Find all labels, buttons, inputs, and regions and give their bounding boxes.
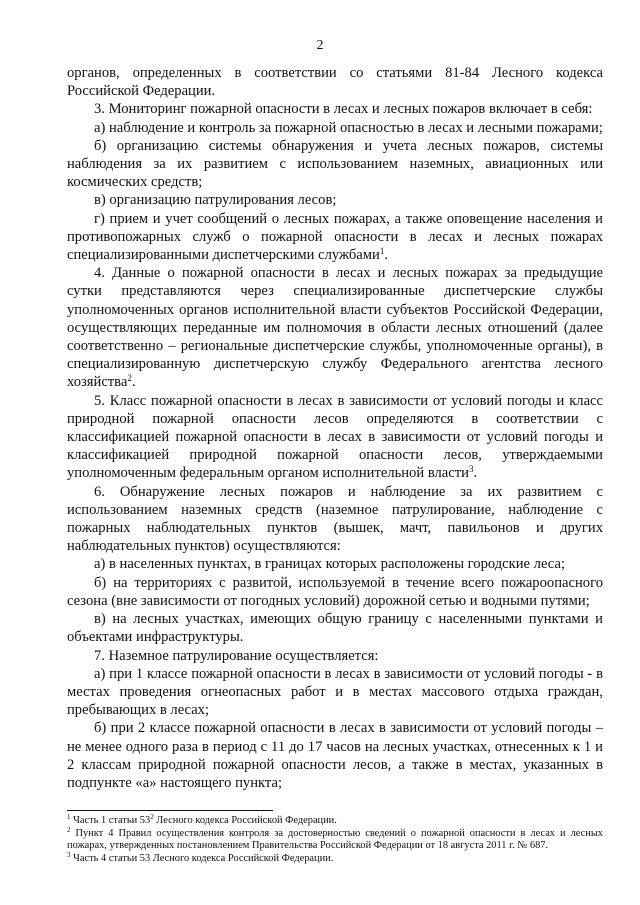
paragraph-3b: б) организацию системы обнаружения и учета лесных пожаров, системы наблюдения за их развитием с использованием наземных, авиационных или космических средств; [67,137,603,191]
paragraph-continuation: органов, определенных в соответствии со статьями 81-84 Лесного кодекса Российской Федерации. [67,65,603,100]
footnote-mark: 1 [67,813,71,821]
paragraph-7: 7. Наземное патрулирование осуществляется: [94,647,379,664]
footnote-mark: 3 [67,850,71,859]
footnote-1: $^1$ Часть 1 статьи $53^2$ Лесного кодекса Российской Федерации. [67,813,337,826]
page-number: 2 [316,38,324,53]
footnotes [67,815,603,865]
footnote-3: $^3$ Часть 4 статьи 53 Лесного кодекса Российской Федерации. [67,850,334,864]
paragraph-3: 3. Мониторинг пожарной опасности в лесах и лесных пожаров включает в себя: [94,101,593,118]
footnote-ref-3: 3 [468,464,474,475]
footnote-ref-2: 2 [127,373,132,384]
footnote-divider [67,810,273,811]
footnote-ref-1: 1 [379,246,385,257]
paragraph-3v: в) организацию патрулирования лесов; [94,192,337,209]
paragraph-6: 6. Обнаружение лесных пожаров и наблюдение за их развитием с использованием наземных средств (наземное патрулирование, наблюдение с пожарных наблюдательных пунктов (вышек, мачт, павильонов и других наблюдательных пунктов) осуществляются: [67,483,603,555]
paragraph-7b: б) при 2 классе пожарной опасности в лесах в зависимости от условий погоды – не менее одного раза в период с 11 до 17 часов на лесных участках, отнесенных к 1 и 2 классам природной пожарной опасности лесов, а также в местах, указанных в подпункте «а» настоящего пункта; [67,720,603,791]
paragraph-7a: а) при 1 классе пожарной опасности в лесах в зависимости от условий погоды - в местах проведения огнеопасных работ и в местах массового отдыха граждан, пребывающих в лесах; [67,665,603,719]
footnote-2: $^2$ Пункт 4 Правил осуществления контроля за достоверностью сведений о пожарной опасности в лесах и лесных пожарах, утвержденных постановлением Правительства Российской Федерации от 18 августа 2011 г. № 687. [67,825,603,852]
paragraph-3g: г) прием и учет сообщений о лесных пожарах, а также оповещение населения и противопожарных служб о пожарной опасности в лесах и лесных пожарах специализированными диспетчерскими службами$^1$. [67,210,603,264]
paragraph-6a: а) в населенных пунктах, в границах которых расположены городские леса; [94,556,565,573]
footnote-article-sup: 2 [150,813,154,821]
document-body [67,64,603,792]
paragraph-6v: в) на лесных участках, имеющих общую границу с населенными пунктами и объектами инфраструктуры. [67,611,603,646]
paragraph-3a: а) наблюдение и контроль за пожарной опасностью в лесах и лесными пожарами; [94,119,603,136]
footnote-mark: 2 [67,825,71,834]
paragraph-4: 4. Данные о пожарной опасности в лесах и лесных пожарах за предыдущие сутки представляются через специализированные диспетчерские службы уполномоченных органов исполнительной власти субъектов Российской Федерации, осуществляющих переданные им полномочия в области лесных отношений (далее соответственно – региональные диспетчерские службы, уполномоченные органы), в специализированную диспетчерскую службу Федерального агентства лесного хозяйства$^2$. [67,265,603,391]
paragraph-6b: б) на территориях с развитой, используемой в течение всего пожароопасного сезона (вне зависимости от погодных условий) дорожной сетью и водными путями; [67,574,603,609]
paragraph-5: 5. Класс пожарной опасности в лесах в зависимости от условий погоды и класс природной пожарной опасности лесов определяются в соответствии с классификацией пожарной опасности в лесах в зависимости от условий погоды и классификацией природной пожарной опасности лесов, утверждаемыми уполномоченным федеральным органом исполнительной власти$^3$. [67,392,603,482]
